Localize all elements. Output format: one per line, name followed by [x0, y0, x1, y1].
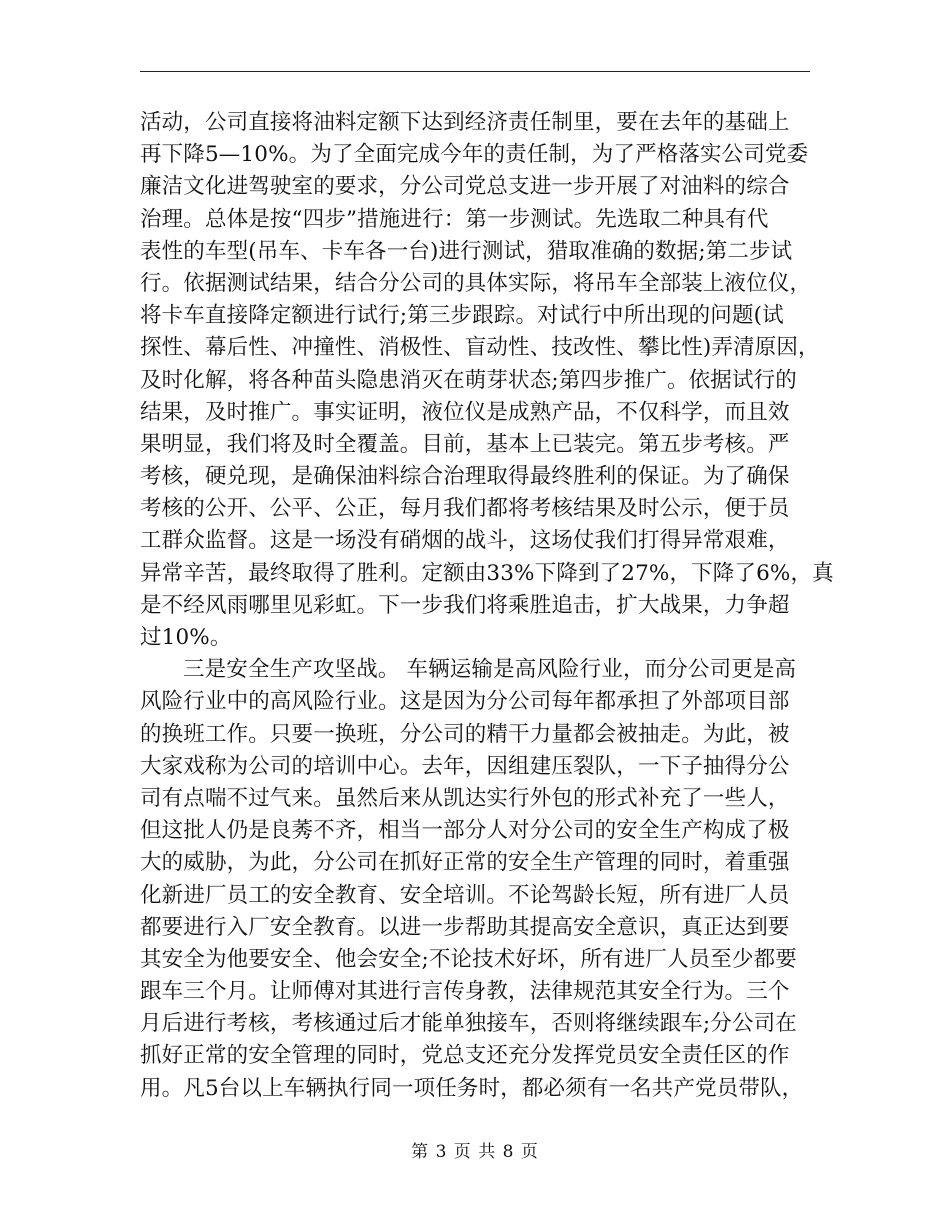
text-line: 考核的公开、公平、公正，每月我们都将考核结果及时公示，便于员	[140, 496, 790, 522]
text-line: 果明显，我们将及时全覆盖。目前，基本上已装完。第五步考核。严	[140, 431, 790, 457]
text-line: 考核，硬兑现，是确保油料综合治理取得最终胜利的保证。为了确保	[140, 464, 790, 490]
text-line: 治理。总体是按“四步”措施进行：第一步测试。先选取二种具有代	[140, 206, 769, 232]
text-line: 的换班工作。只要一换班，分公司的精干力量都会被抽走。为此，被	[140, 721, 790, 747]
page-number: 第 3 页 共 8 页	[411, 1142, 539, 1162]
paragraph-start-line: 三是安全生产攻坚战。 车辆运输是高风险行业，而分公司更是高	[183, 657, 797, 683]
text-line: 再下降5—10%。为了全面完成今年的责任制，为了严格落实公司党委	[140, 142, 809, 168]
text-line: 都要进行入厂安全教育。以进一步帮助其提高安全意识，真正达到要	[140, 914, 790, 940]
text-line: 结果，及时推广。事实证明，液位仪是成熟产品，不仅科学，而且效	[140, 399, 790, 425]
text-line: 及时化解，将各种苗头隐患消灭在萌芽状态;第四步推广。依据试行的	[140, 367, 797, 393]
text-line: 过10%。	[140, 625, 232, 650]
text-line: 但这批人仍是良莠不齐，相当一部分人对分公司的安全生产构成了极	[140, 818, 790, 844]
text-line: 抓好正常的安全管理的同时，党总支还充分发挥党员安全责任区的作	[140, 1043, 790, 1069]
text-line: 异常辛苦，最终取得了胜利。定额由33%下降到了27%，下降了6%，真	[140, 560, 834, 586]
text-line: 月后进行考核，考核通过后才能单独接车，否则将继续跟车;分公司在	[140, 1011, 797, 1037]
text-line: 大家戏称为公司的培训中心。去年，因组建压裂队，一下子抽得分公	[140, 753, 790, 779]
text-line: 将卡车直接降定额进行试行;第三步跟踪。对试行中所出现的问题(试	[140, 303, 784, 329]
text-line: 表性的车型(吊车、卡车各一台)进行测试，猎取准确的数据;第二步试	[140, 238, 793, 264]
text-line: 行。依据测试结果，结合分公司的具体实际，将吊车全部装上液位仪，	[140, 270, 812, 296]
text-line: 是不经风雨哪里见彩虹。下一步我们将乘胜追击，扩大战果，力争超	[140, 592, 790, 618]
text-line: 其安全为他要安全、他会安全;不论技术好坏，所有进厂人员至少都要	[140, 946, 797, 972]
document-body	[140, 107, 834, 1105]
text-line: 活动，公司直接将油料定额下达到经济责任制里，要在去年的基础上	[140, 110, 790, 135]
text-line: 跟车三个月。让师傅对其进行言传身教，法律规范其安全行为。三个	[140, 979, 790, 1005]
text-line: 探性、幕后性、冲撞性、消极性、盲动性、技改性、攀比性)弄清原因，	[140, 335, 820, 361]
text-line: 工群众监督。这是一场没有硝烟的战斗，这场仗我们打得异常艰难，	[140, 528, 790, 554]
text-line: 大的威胁，为此，分公司在抓好正常的安全生产管理的同时，着重强	[140, 850, 790, 876]
text-line: 廉洁文化进驾驶室的要求，分公司党总支进一步开展了对油料的综合	[140, 174, 790, 200]
header-rule	[140, 71, 810, 72]
text-line: 化新进厂员工的安全教育、安全培训。不论驾龄长短，所有进厂人员	[140, 882, 790, 908]
text-line: 司有点喘不过气来。虽然后来从凯达实行外包的形式补充了一些人，	[140, 785, 790, 811]
text-line: 风险行业中的高风险行业。这是因为分公司每年都承担了外部项目部	[140, 689, 790, 715]
text-line: 用。凡5台以上车辆执行同一项任务时，都必须有一名共产党员带队，	[140, 1075, 804, 1101]
